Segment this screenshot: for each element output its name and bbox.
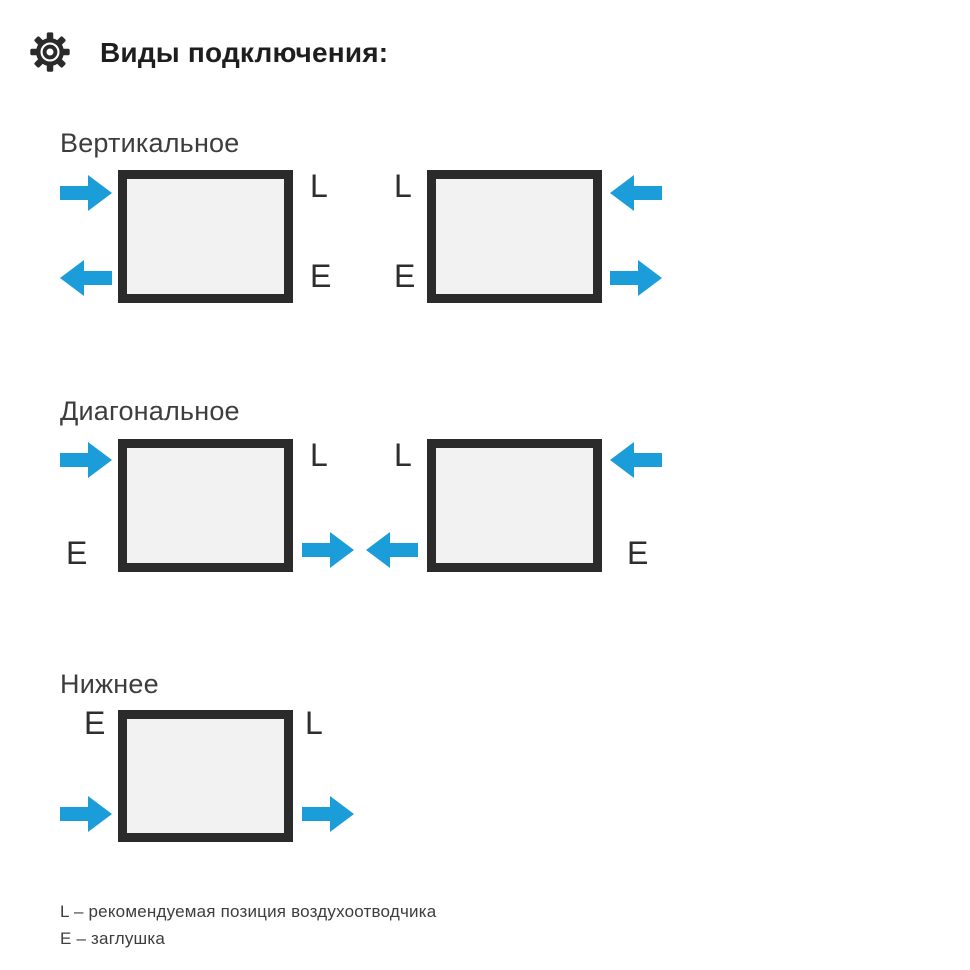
section-title-bottom: Нижнее (60, 669, 159, 699)
section-title-diagonal: Диагональное (60, 396, 240, 426)
port-label-e: E (627, 535, 649, 571)
port-label-l: L (310, 168, 328, 204)
page-title: Виды подключения: (100, 37, 389, 68)
radiator-box (427, 170, 602, 303)
radiator-box (118, 170, 293, 303)
port-label-l: L (394, 168, 412, 204)
arrow-left-icon (366, 531, 418, 569)
port-label-e: E (84, 705, 106, 741)
legend (60, 898, 436, 952)
legend-line-l: L – рекомендуемая позиция воздухоотводчика (60, 902, 437, 921)
arrow-right-icon (60, 441, 112, 479)
port-label-l: L (310, 437, 328, 473)
arrow-right-icon (302, 531, 354, 569)
port-label-e: E (66, 535, 88, 571)
port-label-l: L (394, 437, 412, 473)
radiator-box (427, 439, 602, 572)
arrow-right-icon (60, 174, 112, 212)
section-title-vertical: Вертикальное (60, 128, 240, 158)
port-label-l: L (305, 705, 323, 741)
port-label-e: E (310, 258, 332, 294)
arrow-left-icon (610, 174, 662, 212)
arrow-right-icon (610, 259, 662, 297)
gear-icon (29, 31, 71, 73)
legend-line-e: E – заглушка (60, 929, 166, 948)
arrow-left-icon (610, 441, 662, 479)
radiator-box (118, 710, 293, 842)
arrow-left-icon (60, 259, 112, 297)
port-label-e: E (394, 258, 416, 294)
arrow-right-icon (60, 795, 112, 833)
radiator-box (118, 439, 293, 572)
arrow-right-icon (302, 795, 354, 833)
